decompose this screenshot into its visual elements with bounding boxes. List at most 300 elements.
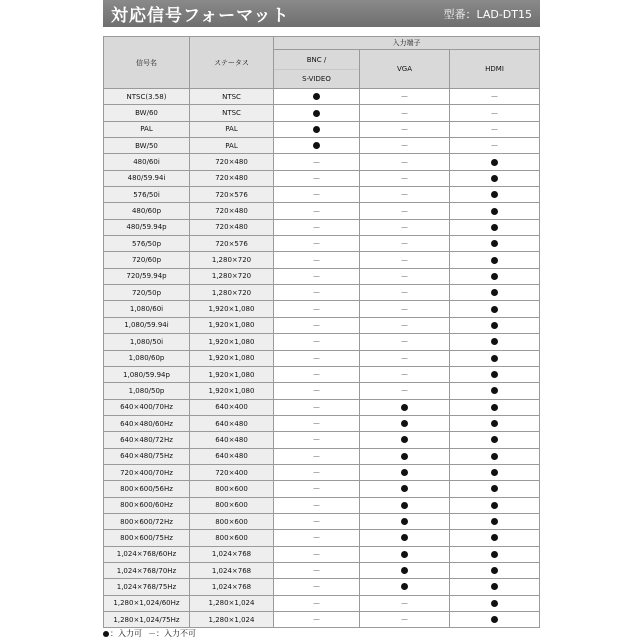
available-dot-icon — [491, 518, 498, 525]
status-cell: 1,920×1,080 — [190, 334, 274, 350]
table-row — [104, 562, 540, 578]
signal-name-cell: 720/50p — [104, 285, 190, 301]
available-dot-icon — [313, 142, 320, 149]
port-hdmi-cell — [450, 89, 540, 105]
port-bnc-cell — [274, 268, 360, 284]
port-bnc-cell — [274, 399, 360, 415]
signal-name-cell: 1,080/50p — [104, 383, 190, 399]
unavailable-dash: － — [312, 419, 321, 429]
unavailable-dash: － — [490, 92, 499, 102]
available-dot-icon — [401, 420, 408, 427]
status-cell: PAL — [190, 121, 274, 137]
port-vga-cell — [360, 187, 450, 203]
port-vga-cell — [360, 285, 450, 301]
port-hdmi-cell — [450, 219, 540, 235]
port-bnc-cell — [274, 562, 360, 578]
signal-name-cell: 1,024×768/75Hz — [104, 579, 190, 595]
port-bnc-cell — [274, 432, 360, 448]
unavailable-dash: － — [400, 239, 409, 249]
unavailable-dash: － — [400, 141, 409, 151]
unavailable-dash: － — [312, 533, 321, 543]
table-row — [104, 448, 540, 464]
status-cell: 720×480 — [190, 203, 274, 219]
signal-format-table — [103, 36, 540, 628]
port-vga-cell — [360, 415, 450, 431]
unavailable-dash: － — [490, 124, 499, 134]
unavailable-dash: － — [312, 517, 321, 527]
available-dot-icon — [491, 469, 498, 476]
port-hdmi-cell — [450, 595, 540, 611]
available-dot-icon — [491, 485, 498, 492]
port-vga-cell — [360, 513, 450, 529]
port-hdmi-cell — [450, 612, 540, 628]
unavailable-dash: － — [490, 108, 499, 118]
unavailable-dash: － — [312, 320, 321, 330]
signal-name-cell: 640×480/75Hz — [104, 448, 190, 464]
available-dot-icon — [491, 420, 498, 427]
signal-name-cell: 1,080/60p — [104, 350, 190, 366]
legend-available: ：入力可 — [110, 629, 142, 638]
unavailable-dash: － — [400, 271, 409, 281]
unavailable-dash: － — [312, 484, 321, 494]
table-row — [104, 170, 540, 186]
status-cell: 800×600 — [190, 481, 274, 497]
port-hdmi-cell — [450, 317, 540, 333]
port-bnc-cell — [274, 448, 360, 464]
signal-name-cell: PAL — [104, 121, 190, 137]
legend — [103, 628, 196, 639]
port-hdmi-cell — [450, 464, 540, 480]
port-bnc-cell — [274, 481, 360, 497]
signal-name-cell: 1,280×1,024/60Hz — [104, 595, 190, 611]
available-dot-icon — [491, 289, 498, 296]
unavailable-dash: － — [312, 337, 321, 347]
unavailable-dash: － — [400, 255, 409, 265]
table-row — [104, 138, 540, 154]
unavailable-dash: － — [312, 173, 321, 183]
signal-name-cell: BW/60 — [104, 105, 190, 121]
port-vga-cell — [360, 268, 450, 284]
port-vga-cell — [360, 432, 450, 448]
available-dot-icon — [491, 534, 498, 541]
port-hdmi-cell — [450, 252, 540, 268]
signal-name-cell: 480/59.94i — [104, 170, 190, 186]
legend-dot-icon — [103, 631, 109, 637]
available-dot-icon — [491, 404, 498, 411]
available-dot-icon — [401, 436, 408, 443]
unavailable-dash: － — [312, 549, 321, 559]
status-cell: 720×400 — [190, 464, 274, 480]
table-row — [104, 612, 540, 628]
table-row — [104, 513, 540, 529]
table-row — [104, 366, 540, 382]
signal-name-cell: 576/50p — [104, 236, 190, 252]
port-bnc-cell — [274, 301, 360, 317]
status-cell: 720×480 — [190, 219, 274, 235]
port-vga-cell — [360, 546, 450, 562]
port-bnc-cell — [274, 170, 360, 186]
unavailable-dash: － — [312, 304, 321, 314]
port-vga-cell — [360, 121, 450, 137]
available-dot-icon — [491, 551, 498, 558]
port-hdmi-cell — [450, 187, 540, 203]
unavailable-dash: － — [312, 288, 321, 298]
signal-name-cell: 1,080/59.94p — [104, 366, 190, 382]
table-row — [104, 530, 540, 546]
port-bnc-cell — [274, 383, 360, 399]
signal-name-cell: 1,080/60i — [104, 301, 190, 317]
port-bnc-cell — [274, 497, 360, 513]
available-dot-icon — [401, 583, 408, 590]
header-port-hdmi: HDMI — [450, 50, 540, 89]
table-row — [104, 317, 540, 333]
port-bnc-cell — [274, 595, 360, 611]
unavailable-dash: － — [312, 598, 321, 608]
available-dot-icon — [491, 371, 498, 378]
port-bnc-cell — [274, 334, 360, 350]
available-dot-icon — [491, 616, 498, 623]
table-row — [104, 546, 540, 562]
signal-name-cell: 640×400/70Hz — [104, 399, 190, 415]
available-dot-icon — [491, 273, 498, 280]
available-dot-icon — [401, 469, 408, 476]
table-row — [104, 203, 540, 219]
table-row — [104, 236, 540, 252]
unavailable-dash: － — [400, 206, 409, 216]
available-dot-icon — [491, 338, 498, 345]
unavailable-dash: － — [400, 337, 409, 347]
port-bnc-cell — [274, 464, 360, 480]
available-dot-icon — [491, 191, 498, 198]
available-dot-icon — [491, 355, 498, 362]
port-vga-cell — [360, 579, 450, 595]
port-hdmi-cell — [450, 415, 540, 431]
port-vga-cell — [360, 301, 450, 317]
table-row — [104, 481, 540, 497]
port-hdmi-cell — [450, 383, 540, 399]
status-cell: 800×600 — [190, 497, 274, 513]
port-bnc-cell — [274, 366, 360, 382]
unavailable-dash: － — [312, 239, 321, 249]
port-bnc-cell — [274, 138, 360, 154]
port-hdmi-cell — [450, 334, 540, 350]
port-bnc-cell — [274, 203, 360, 219]
port-vga-cell — [360, 105, 450, 121]
header-port-bnc-line1: BNC / — [306, 55, 327, 64]
port-bnc-cell — [274, 546, 360, 562]
status-cell: 800×600 — [190, 530, 274, 546]
port-bnc-cell — [274, 121, 360, 137]
port-hdmi-cell — [450, 170, 540, 186]
unavailable-dash: － — [400, 320, 409, 330]
port-hdmi-cell — [450, 399, 540, 415]
port-vga-cell — [360, 170, 450, 186]
header-port-bnc — [274, 50, 360, 89]
available-dot-icon — [401, 567, 408, 574]
signal-name-cell: 1,024×768/70Hz — [104, 562, 190, 578]
status-cell: 1,024×768 — [190, 562, 274, 578]
port-hdmi-cell — [450, 350, 540, 366]
status-cell: 1,280×1,024 — [190, 612, 274, 628]
table-row — [104, 399, 540, 415]
port-hdmi-cell — [450, 546, 540, 562]
unavailable-dash: － — [312, 386, 321, 396]
signal-name-cell: BW/50 — [104, 138, 190, 154]
unavailable-dash: － — [490, 141, 499, 151]
signal-name-cell: 480/60i — [104, 154, 190, 170]
unavailable-dash: － — [400, 222, 409, 232]
available-dot-icon — [491, 322, 498, 329]
port-bnc-cell — [274, 317, 360, 333]
unavailable-dash: － — [400, 615, 409, 625]
port-hdmi-cell — [450, 121, 540, 137]
table-body — [104, 89, 540, 628]
status-cell: 1,024×768 — [190, 546, 274, 562]
header-input-terminal: 入力端子 — [274, 37, 540, 50]
available-dot-icon — [491, 453, 498, 460]
signal-name-cell: 1,080/50i — [104, 334, 190, 350]
page-title: 対応信号フォーマット — [111, 6, 290, 26]
header-port-bnc-line2: S-VIDEO — [274, 69, 359, 88]
status-cell: 720×480 — [190, 170, 274, 186]
port-hdmi-cell — [450, 562, 540, 578]
port-hdmi-cell — [450, 154, 540, 170]
unavailable-dash: － — [312, 402, 321, 412]
port-vga-cell — [360, 497, 450, 513]
status-cell: 800×600 — [190, 513, 274, 529]
status-cell: NTSC — [190, 89, 274, 105]
available-dot-icon — [491, 159, 498, 166]
available-dot-icon — [491, 436, 498, 443]
available-dot-icon — [313, 93, 320, 100]
signal-name-cell: 720×400/70Hz — [104, 464, 190, 480]
status-cell: 1,280×1,024 — [190, 595, 274, 611]
port-bnc-cell — [274, 612, 360, 628]
port-hdmi-cell — [450, 448, 540, 464]
port-vga-cell — [360, 317, 450, 333]
port-bnc-cell — [274, 187, 360, 203]
unavailable-dash: － — [312, 500, 321, 510]
available-dot-icon — [491, 583, 498, 590]
status-cell: 1,920×1,080 — [190, 350, 274, 366]
title-bar — [103, 0, 540, 27]
unavailable-dash: － — [312, 222, 321, 232]
port-vga-cell — [360, 154, 450, 170]
status-cell: 1,920×1,080 — [190, 383, 274, 399]
port-vga-cell — [360, 612, 450, 628]
port-vga-cell — [360, 219, 450, 235]
port-bnc-cell — [274, 579, 360, 595]
unavailable-dash: － — [312, 468, 321, 478]
signal-name-cell: NTSC(3.58) — [104, 89, 190, 105]
table-row — [104, 121, 540, 137]
unavailable-dash: － — [312, 255, 321, 265]
table-row — [104, 105, 540, 121]
table-row — [104, 415, 540, 431]
status-cell: 640×480 — [190, 432, 274, 448]
port-vga-cell — [360, 138, 450, 154]
table-row — [104, 334, 540, 350]
table-row — [104, 252, 540, 268]
signal-name-cell: 480/59.94p — [104, 219, 190, 235]
status-cell: 720×576 — [190, 187, 274, 203]
port-vga-cell — [360, 203, 450, 219]
signal-name-cell: 800×600/75Hz — [104, 530, 190, 546]
signal-name-cell: 1,080/59.94i — [104, 317, 190, 333]
signal-name-cell: 1,280×1,024/75Hz — [104, 612, 190, 628]
status-cell: 1,280×720 — [190, 252, 274, 268]
port-vga-cell — [360, 252, 450, 268]
port-hdmi-cell — [450, 481, 540, 497]
signal-name-cell: 800×600/72Hz — [104, 513, 190, 529]
status-cell: 640×400 — [190, 399, 274, 415]
unavailable-dash: － — [312, 435, 321, 445]
header-port-vga: VGA — [360, 50, 450, 89]
port-vga-cell — [360, 464, 450, 480]
table-row — [104, 154, 540, 170]
port-bnc-cell — [274, 89, 360, 105]
port-hdmi-cell — [450, 301, 540, 317]
available-dot-icon — [491, 502, 498, 509]
available-dot-icon — [401, 485, 408, 492]
table-row — [104, 350, 540, 366]
table-row — [104, 595, 540, 611]
unavailable-dash: － — [400, 190, 409, 200]
port-vga-cell — [360, 383, 450, 399]
table-row — [104, 301, 540, 317]
port-hdmi-cell — [450, 285, 540, 301]
unavailable-dash: － — [312, 157, 321, 167]
status-cell: 1,280×720 — [190, 285, 274, 301]
unavailable-dash: － — [312, 190, 321, 200]
signal-name-cell: 720/60p — [104, 252, 190, 268]
unavailable-dash: － — [312, 353, 321, 363]
port-hdmi-cell — [450, 236, 540, 252]
table-row — [104, 285, 540, 301]
port-bnc-cell — [274, 105, 360, 121]
unavailable-dash: － — [312, 566, 321, 576]
table-row — [104, 219, 540, 235]
table-row — [104, 464, 540, 480]
port-bnc-cell — [274, 285, 360, 301]
unavailable-dash: － — [312, 582, 321, 592]
port-hdmi-cell — [450, 497, 540, 513]
status-cell: 720×576 — [190, 236, 274, 252]
available-dot-icon — [491, 175, 498, 182]
signal-name-cell: 720/59.94p — [104, 268, 190, 284]
port-vga-cell — [360, 334, 450, 350]
available-dot-icon — [491, 257, 498, 264]
available-dot-icon — [401, 404, 408, 411]
port-hdmi-cell — [450, 366, 540, 382]
port-bnc-cell — [274, 513, 360, 529]
unavailable-dash: － — [400, 304, 409, 314]
unavailable-dash: － — [312, 615, 321, 625]
signal-name-cell: 800×600/60Hz — [104, 497, 190, 513]
header-status: ステータス — [190, 37, 274, 89]
unavailable-dash: － — [400, 92, 409, 102]
available-dot-icon — [401, 518, 408, 525]
status-cell: 1,920×1,080 — [190, 317, 274, 333]
table-row — [104, 89, 540, 105]
unavailable-dash: － — [400, 124, 409, 134]
port-bnc-cell — [274, 530, 360, 546]
status-cell: 1,024×768 — [190, 579, 274, 595]
available-dot-icon — [401, 551, 408, 558]
port-vga-cell — [360, 236, 450, 252]
status-cell: 640×480 — [190, 415, 274, 431]
port-hdmi-cell — [450, 105, 540, 121]
table-row — [104, 432, 540, 448]
signal-name-cell: 800×600/56Hz — [104, 481, 190, 497]
signal-name-cell: 480/60p — [104, 203, 190, 219]
port-bnc-cell — [274, 252, 360, 268]
port-vga-cell — [360, 595, 450, 611]
available-dot-icon — [491, 240, 498, 247]
table-row — [104, 579, 540, 595]
table-row — [104, 187, 540, 203]
port-vga-cell — [360, 350, 450, 366]
unavailable-dash: － — [400, 370, 409, 380]
available-dot-icon — [401, 453, 408, 460]
status-cell: PAL — [190, 138, 274, 154]
port-hdmi-cell — [450, 432, 540, 448]
port-hdmi-cell — [450, 579, 540, 595]
port-hdmi-cell — [450, 530, 540, 546]
unavailable-dash: － — [400, 386, 409, 396]
port-hdmi-cell — [450, 268, 540, 284]
unavailable-dash: － — [400, 108, 409, 118]
unavailable-dash: － — [400, 173, 409, 183]
unavailable-dash: － — [312, 370, 321, 380]
available-dot-icon — [401, 534, 408, 541]
unavailable-dash: － — [400, 598, 409, 608]
port-vga-cell — [360, 562, 450, 578]
port-vga-cell — [360, 530, 450, 546]
available-dot-icon — [491, 208, 498, 215]
signal-name-cell: 640×480/72Hz — [104, 432, 190, 448]
available-dot-icon — [491, 224, 498, 231]
port-bnc-cell — [274, 154, 360, 170]
available-dot-icon — [313, 110, 320, 117]
port-vga-cell — [360, 481, 450, 497]
signal-name-cell: 576/50i — [104, 187, 190, 203]
available-dot-icon — [491, 387, 498, 394]
legend-unavailable: －：入力不可 — [148, 629, 196, 638]
available-dot-icon — [401, 502, 408, 509]
status-cell: 1,920×1,080 — [190, 366, 274, 382]
status-cell: 1,280×720 — [190, 268, 274, 284]
available-dot-icon — [313, 126, 320, 133]
port-hdmi-cell — [450, 203, 540, 219]
status-cell: 1,920×1,080 — [190, 301, 274, 317]
available-dot-icon — [491, 600, 498, 607]
unavailable-dash: － — [312, 451, 321, 461]
unavailable-dash: － — [312, 271, 321, 281]
status-cell: 640×480 — [190, 448, 274, 464]
available-dot-icon — [491, 567, 498, 574]
port-bnc-cell — [274, 415, 360, 431]
port-bnc-cell — [274, 350, 360, 366]
port-bnc-cell — [274, 219, 360, 235]
status-cell: 720×480 — [190, 154, 274, 170]
unavailable-dash: － — [400, 353, 409, 363]
model-number: 型番：LAD-DT15 — [443, 7, 532, 21]
port-vga-cell — [360, 399, 450, 415]
port-vga-cell — [360, 89, 450, 105]
port-bnc-cell — [274, 236, 360, 252]
port-vga-cell — [360, 366, 450, 382]
